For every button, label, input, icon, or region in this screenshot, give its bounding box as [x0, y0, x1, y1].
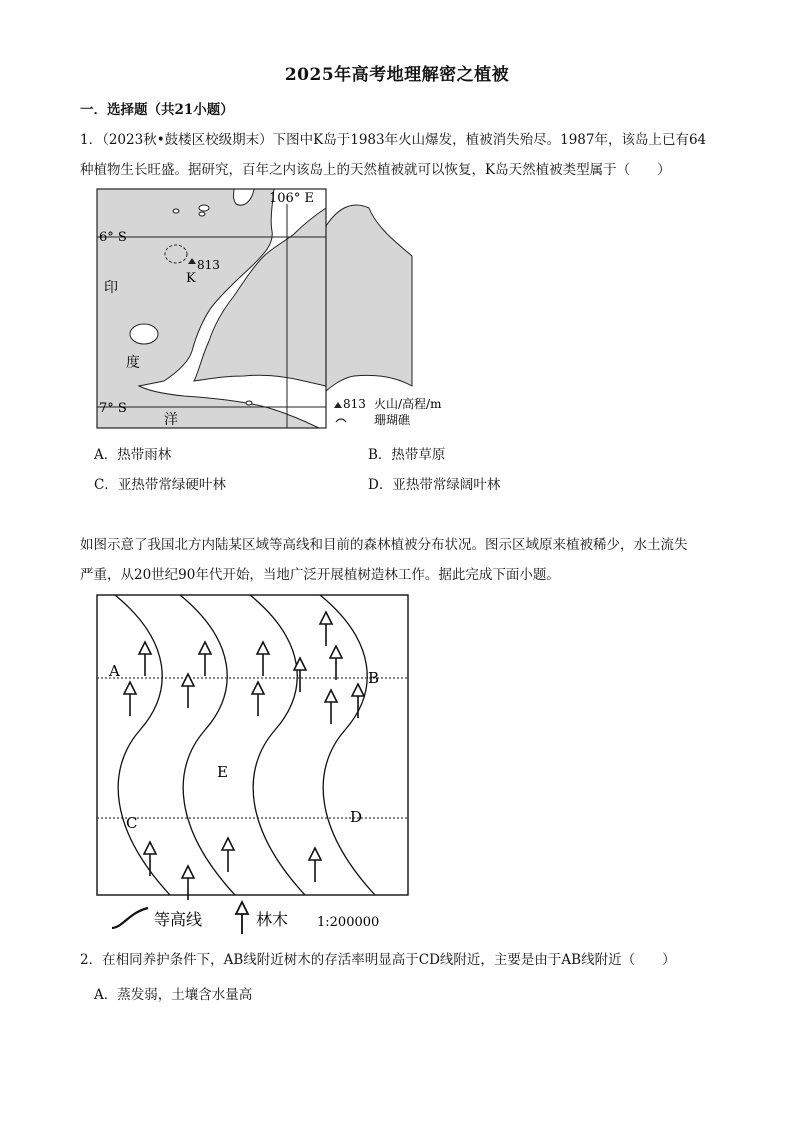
passage-line-1: 如图示意了我国北方内陆某区域等高线和目前的森林植被分布状况。图示区域原来植被稀少，水土流失 — [80, 537, 688, 553]
latitude-bottom-label: 7° S — [99, 401, 127, 416]
legend-tree-icon — [236, 902, 248, 934]
legend-tree-text: 林木 — [256, 910, 289, 929]
q1-option-d[interactable]: D．亚热带常绿阔叶林 — [368, 477, 501, 493]
legend-volcano-text: 火山/高程/m — [374, 397, 442, 411]
material-passage — [80, 530, 720, 590]
point-b: B — [368, 669, 380, 687]
point-c: C — [126, 814, 138, 832]
point-d: D — [350, 808, 363, 826]
point-a: A — [109, 662, 120, 680]
legend-contour-icon — [112, 908, 148, 928]
q1-option-c[interactable]: C．亚热带常绿硬叶林 — [94, 477, 226, 493]
passage-line-2: 严重，从20世纪90年代开始，当地广泛开展植树造林工作。据此完成下面小题。 — [80, 567, 560, 583]
map-frame — [97, 595, 408, 895]
contour-forest-map — [90, 590, 420, 935]
legend-volcano-value: 813 — [343, 397, 366, 411]
q1-option-a[interactable]: A．热带雨林 — [94, 447, 172, 463]
k-island-map — [94, 186, 464, 431]
legend-contour-text: 等高线 — [154, 910, 203, 929]
question-1-line-2: 种植物生长旺盛。据研究，百年之内该岛上的天然植被就可以恢复，K岛天然植被类型属于（ ） — [80, 162, 671, 178]
point-e: E — [217, 763, 228, 781]
question-2-stem: 2．在相同养护条件下，AB线附近树木的存活率明显高于CD线附近，主要是由于AB线附近（ ） — [80, 952, 676, 968]
question-1-stem — [80, 125, 720, 185]
q2-option-a[interactable]: A．蒸发弱，土壤含水量高 — [94, 987, 253, 1003]
sea-label-yin: 印 — [104, 280, 118, 296]
q1-option-b[interactable]: B．热带草原 — [368, 447, 446, 463]
latitude-top-label: 6° S — [99, 230, 127, 245]
page-title: 2025年高考地理解密之植被 — [284, 65, 510, 85]
volcano-elevation: 813 — [197, 258, 220, 272]
small-island — [130, 324, 158, 344]
question-1-line-1: 1．（2023秋•鼓楼区校级期末）下图中K岛于1983年火山爆发，植被消失殆尽。1987年，该岛上已有64 — [80, 132, 707, 148]
sea-label-du: 度 — [126, 355, 140, 371]
small-island — [199, 205, 209, 211]
longitude-label: 106° E — [269, 191, 314, 206]
legend-coral-text: 珊瑚礁 — [374, 413, 411, 427]
map-scale: 1:200000 — [317, 915, 380, 930]
section-heading: 一．选择题（共21小题） — [80, 102, 234, 118]
island-k-label: K — [186, 271, 196, 286]
sea-label-yang: 洋 — [164, 412, 178, 428]
